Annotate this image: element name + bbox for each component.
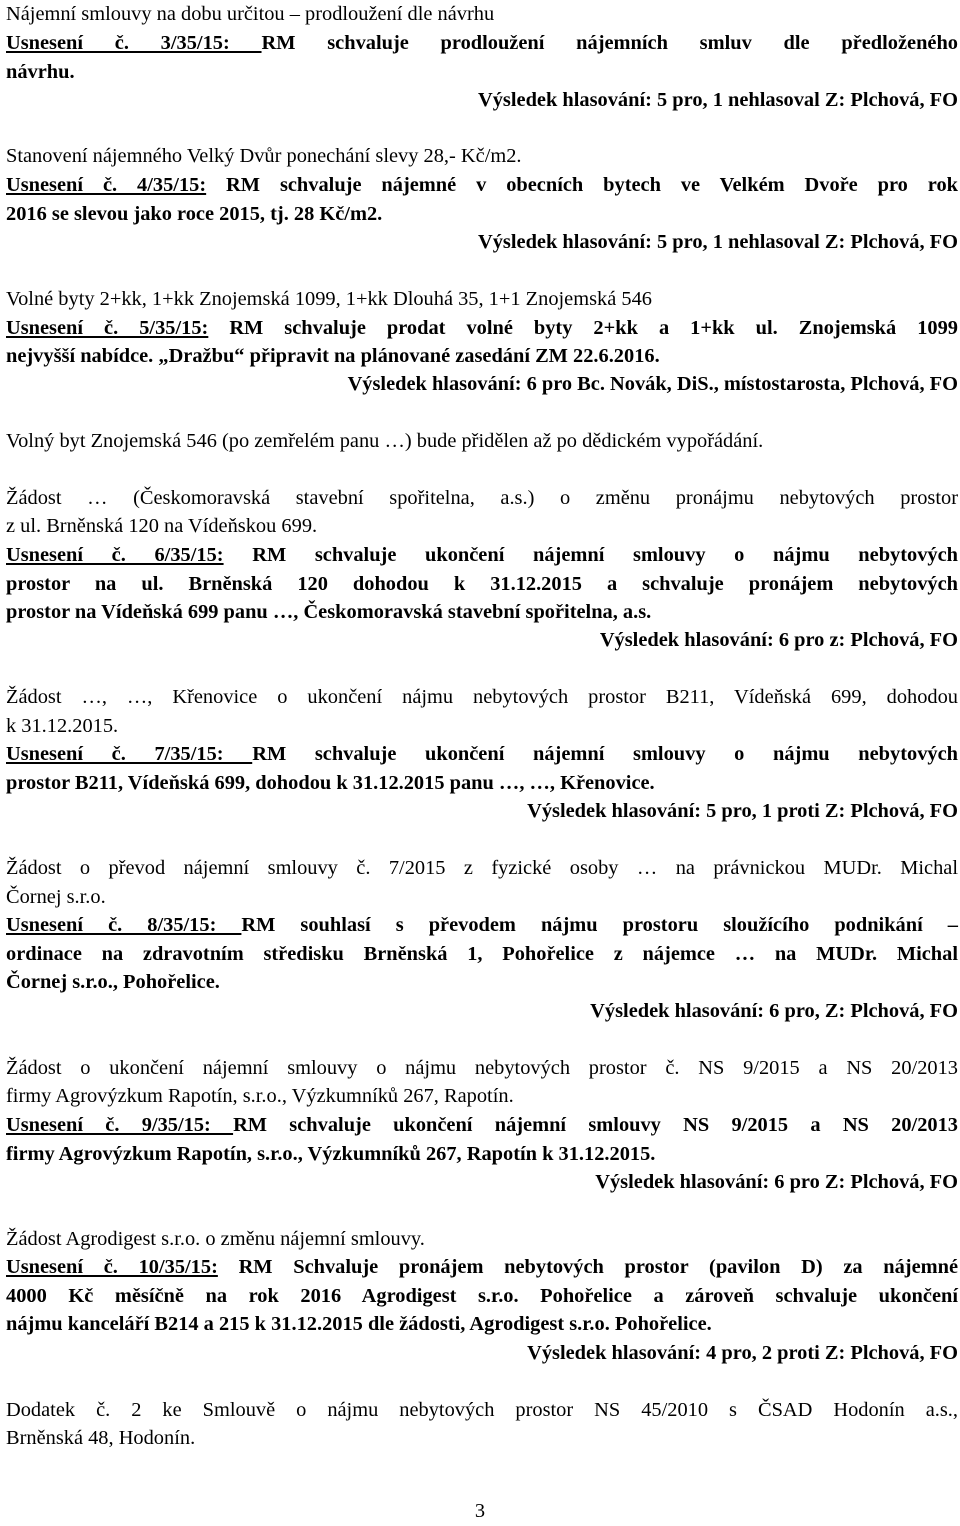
- vote-result: Výsledek hlasování: 6 pro Z: Plchová, FO: [595, 1171, 958, 1193]
- item-heading: Žádost …, …, Křenovice o ukončení nájmu nebytových prostor B211, Vídeňská 699, dohodou: [6, 686, 958, 708]
- vote-result: Výsledek hlasování: 5 pro, 1 proti Z: Plchová, FO: [527, 800, 958, 822]
- item-heading: Čornej s.r.o.: [6, 886, 106, 908]
- resolution-line: [6, 911, 958, 940]
- resolution-line: nejvyšší nabídce. „Dražbu“ připravit na plánované zasedání ZM 22.6.2016.: [6, 345, 660, 367]
- vote-result: Výsledek hlasování: 5 pro, 1 nehlasoval Z: Plchová, FO: [478, 231, 958, 253]
- resolution-line: [6, 29, 958, 58]
- resolution-label: Usnesení č. 10/35/15:: [6, 1256, 218, 1278]
- resolution-line: prostor na ul. Brněnská 120 dohodou k 31.12.2015 a schvaluje pronájem nebytových: [6, 573, 958, 595]
- resolution-label: Usnesení č. 7/35/15:: [6, 743, 253, 765]
- resolution-line: prostor na Vídeňská 699 panu …, Českomoravská stavební spořitelna, a.s.: [6, 601, 652, 623]
- item-heading: z ul. Brněnská 120 na Vídeňskou 699.: [6, 515, 318, 537]
- resolution-text: RM schvaluje ukončení nájemní smlouvy NS 9/2015 a NS 20/2013: [233, 1114, 958, 1136]
- resolution-line: ordinace na zdravotním středisku Brněnská 1, Pohořelice z nájemce … na MUDr. Michal: [6, 943, 958, 965]
- resolution-line: [6, 740, 958, 769]
- item-heading: Dodatek č. 2 ke Smlouvě o nájmu nebytových prostor NS 45/2010 s ČSAD Hodonín a.s.,: [6, 1399, 958, 1421]
- page-number: 3: [474, 1500, 486, 1522]
- vote-result: Výsledek hlasování: 6 pro z: Plchová, FO: [599, 629, 958, 651]
- item-heading: firmy Agrovýzkum Rapotín, s.r.o., Výzkumníků 267, Rapotín.: [6, 1085, 514, 1107]
- item-heading: Nájemní smlouvy na dobu určitou – prodloužení dle návrhu: [6, 3, 495, 25]
- resolution-line: [6, 314, 958, 343]
- resolution-line: 4000 Kč měsíčně na rok 2016 Agrodigest s.r.o. Pohořelice a zároveň schvaluje ukončení: [6, 1285, 958, 1307]
- item-heading: Žádost Agrodigest s.r.o. o změnu nájemní smlouvy.: [6, 1228, 425, 1250]
- item-heading: Volný byt Znojemská 546 (po zemřelém panu …) bude přidělen až po dědickém vypořádání.: [6, 430, 764, 452]
- vote-result: Výsledek hlasování: 5 pro, 1 nehlasoval Z: Plchová, FO: [478, 89, 958, 111]
- resolution-label: Usnesení č. 8/35/15:: [6, 914, 242, 936]
- item-heading: Stanovení nájemného Velký Dvůr ponechání slevy 28,- Kč/m2.: [6, 145, 522, 167]
- resolution-text: RM souhlasí s převodem nájmu prostoru sloužícího podnikání –: [241, 914, 958, 936]
- resolution-line: firmy Agrovýzkum Rapotín, s.r.o., Výzkumníků 267, Rapotín k 31.12.2015.: [6, 1143, 656, 1165]
- item-heading: k 31.12.2015.: [6, 715, 119, 737]
- resolution-line: [6, 171, 958, 200]
- resolution-line: nájmu kanceláří B214 a 215 k 31.12.2015 dle žádosti, Agrodigest s.r.o. Pohořelice.: [6, 1313, 712, 1335]
- vote-result: Výsledek hlasování: 6 pro, Z: Plchová, FO: [590, 1000, 958, 1022]
- item-heading: Volné byty 2+kk, 1+kk Znojemská 1099, 1+kk Dlouhá 35, 1+1 Znojemská 546: [6, 288, 652, 310]
- item-heading: Brněnská 48, Hodonín.: [6, 1427, 196, 1449]
- resolution-label: Usnesení č. 5/35/15:: [6, 317, 209, 339]
- resolution-line: prostor B211, Vídeňská 699, dohodou k 31.12.2015 panu …, …, Křenovice.: [6, 772, 655, 794]
- resolution-line: [6, 1111, 958, 1140]
- item-heading: Žádost o převod nájemní smlouvy č. 7/2015 z fyzické osoby … na právnickou MUDr. Michal: [6, 857, 958, 879]
- resolution-label: Usnesení č. 3/35/15:: [6, 32, 262, 54]
- item-heading: Žádost … (Českomoravská stavební spořitelna, a.s.) o změnu pronájmu nebytových prostor: [6, 487, 958, 509]
- resolution-text: RM Schvaluje pronájem nebytových prostor (pavilon D) za nájemné: [217, 1256, 959, 1278]
- resolution-line: [6, 541, 958, 570]
- vote-result: Výsledek hlasování: 4 pro, 2 proti Z: Plchová, FO: [527, 1342, 958, 1364]
- resolution-text: RM schvaluje prodat volné byty 2+kk a 1+kk ul. Znojemská 1099: [208, 317, 958, 339]
- resolution-line: návrhu.: [6, 61, 75, 83]
- resolution-text: RM schvaluje ukončení nájemní smlouvy o nájmu nebytových: [252, 743, 958, 765]
- resolution-line: [6, 1253, 958, 1282]
- resolution-text: RM schvaluje ukončení nájemní smlouvy o nájmu nebytových: [223, 544, 958, 566]
- resolution-label: Usnesení č. 9/35/15:: [6, 1114, 234, 1136]
- resolution-label: Usnesení č. 4/35/15:: [6, 174, 207, 196]
- resolution-line: 2016 se slevou jako roce 2015, tj. 28 Kč/m2.: [6, 203, 383, 225]
- resolution-label: Usnesení č. 6/35/15:: [6, 544, 224, 566]
- resolution-text: RM schvaluje prodloužení nájemních smluv dle předloženého: [261, 32, 958, 54]
- resolution-text: RM schvaluje nájemné v obecních bytech ve Velkém Dvoře pro rok: [206, 174, 959, 196]
- resolution-line: Čornej s.r.o., Pohořelice.: [6, 971, 220, 993]
- vote-result: Výsledek hlasování: 6 pro Bc. Novák, DiS., místostarosta, Plchová, FO: [347, 373, 958, 395]
- item-heading: Žádost o ukončení nájemní smlouvy o nájmu nebytových prostor č. NS 9/2015 a NS 20/2013: [6, 1057, 958, 1079]
